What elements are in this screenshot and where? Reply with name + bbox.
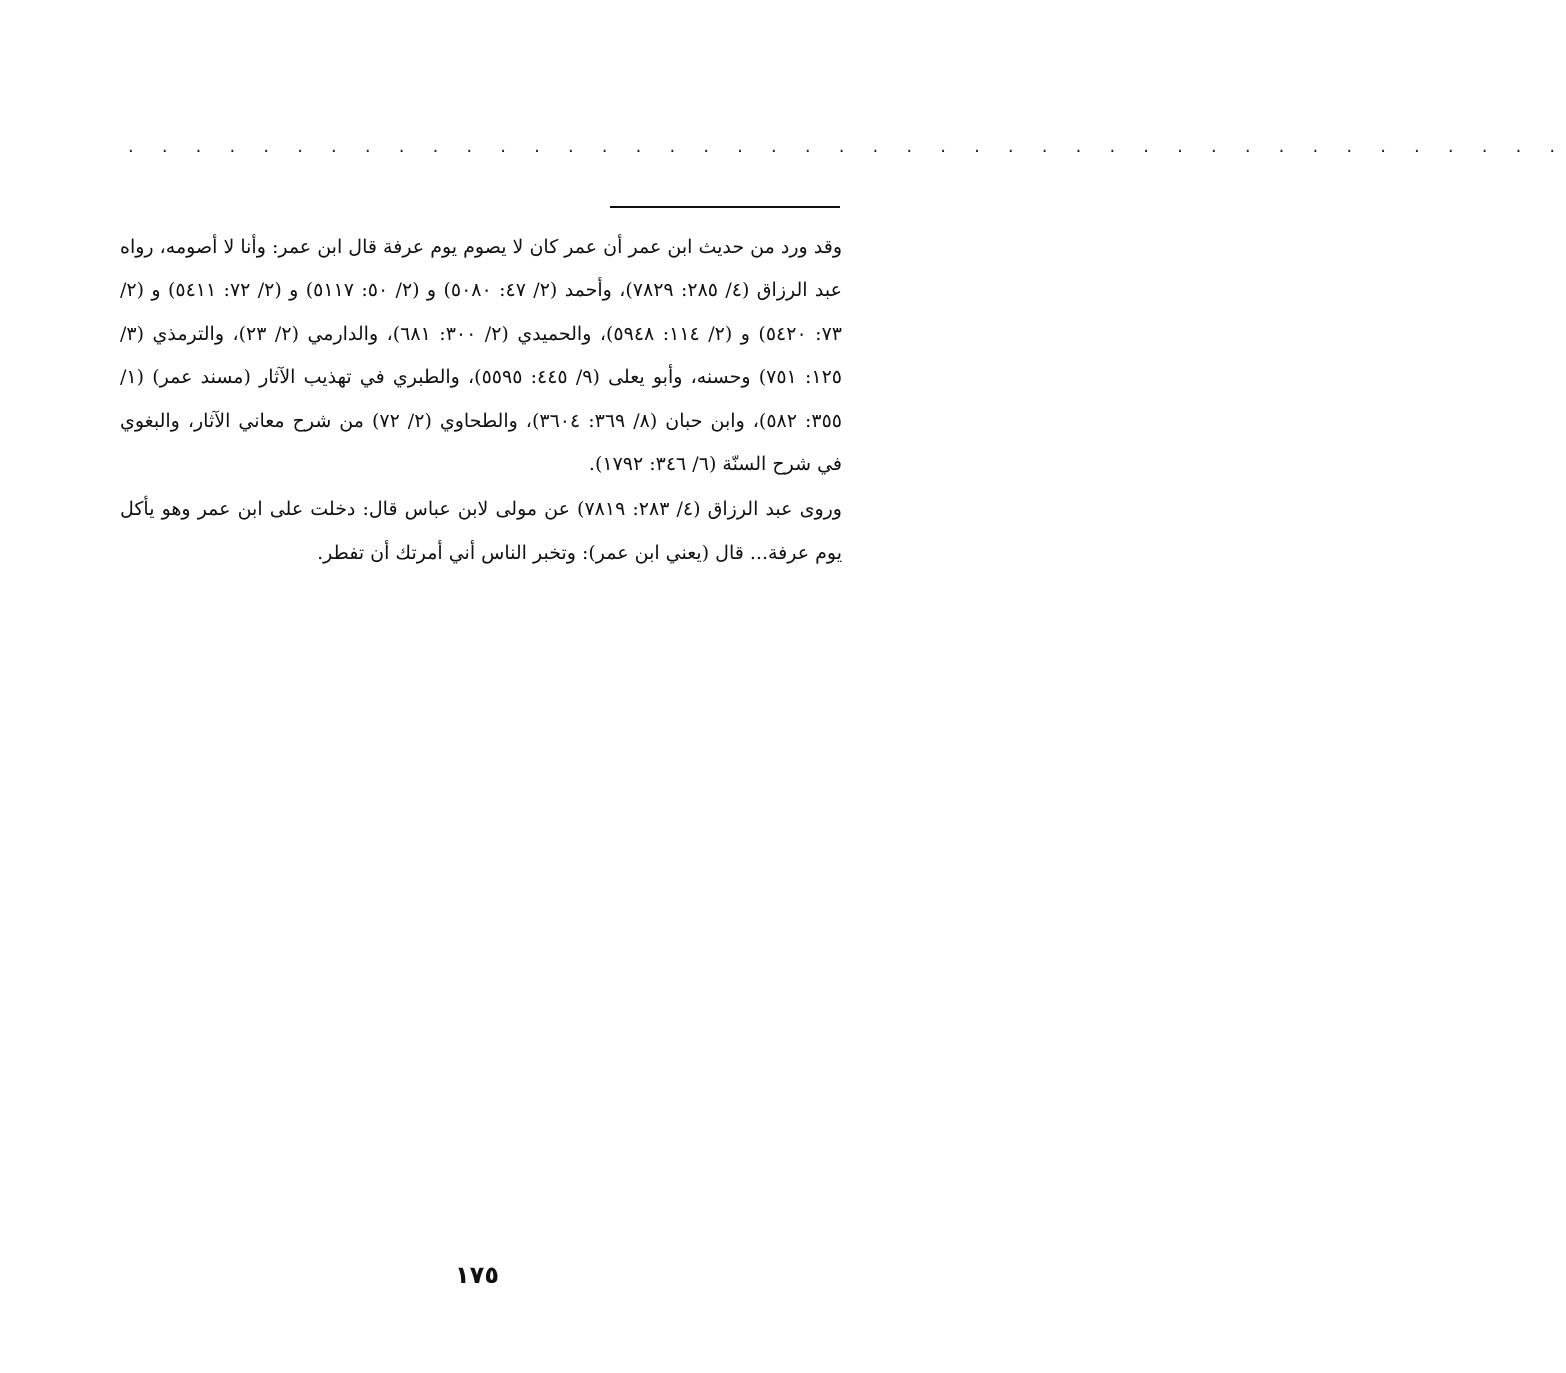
footnote-paragraph: وروى عبد الرزاق (٤/ ٢٨٣: ٧٨١٩) عن مولى لابن عباس قال: دخلت على ابن عمر وهو يأكل يوم عرفة... قال (يعني ابن عمر): وتخبر الناس أني أمرتك أن تفطر. [120, 498, 842, 564]
page-number: ١٧٥ [455, 1261, 499, 1289]
footnote-block [120, 226, 842, 575]
footnote-rule [610, 206, 840, 208]
dotted-separator: · · · · · · · · · · · · · · · · · · · · · · · · · · · · · · · · · · · · · · · · · · · [128, 141, 1566, 162]
footnote-paragraph: وقد ورد من حديث ابن عمر أن عمر كان لا يصوم يوم عرفة قال ابن عمر: وأنا لا أصومه، رواه عبد الرزاق (٤/ ٢٨٥: ٧٨٢٩)، وأحمد (٢/ ٤٧: ٥٠٨٠) و (٢/ ٥٠: ٥١١٧) و (٢/ ٧٢: ٥٤١١) و (٢/ ٧٣: ٥٤٢٠) و (٢/ ١١٤: ٥٩٤٨)، والحميدي (٢/ ٣٠٠: ٦٨١)، والدارمي (٢/ ٢٣)، والترمذي (٣/ ١٢٥: ٧٥١) وحسنه، وأبو يعلى (٩/ ٤٤٥: ٥٥٩٥)، والطبري في تهذيب الآثار (مسند عمر) (١/ ٣٥٥: ٥٨٢)، وابن حبان (٨/ ٣٦٩: ٣٦٠٤)، والطحاوي (٢/ ٧٢) من شرح معاني الآثار، والبغوي في شرح السنّة (٦/ ٣٤٦: ١٧٩٢). [120, 236, 842, 476]
